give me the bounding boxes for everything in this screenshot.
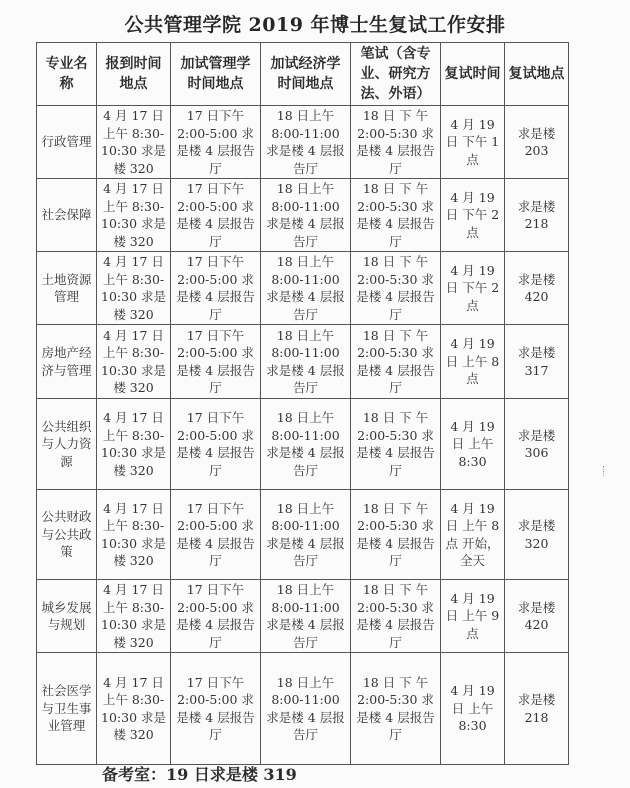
cell-mgmt-exam: 17 日下午 2:00-5:00 求是楼 4 层报告厅 xyxy=(171,106,261,179)
cell-interview-time: 4 月 19 日 上午 8:30 xyxy=(441,653,505,765)
cell-interview-place: 求是楼 203 xyxy=(505,106,569,179)
cell-mgmt-exam: 17 日下午 2:00-5:00 求是楼 4 层报告厅 xyxy=(171,653,261,765)
cell-interview-place: 求是楼 317 xyxy=(505,325,569,399)
cell-interview-place: 求是楼 218 xyxy=(505,179,569,252)
cell-written-exam: 18 日 下 午 2:00-5:30 求是楼 4 层报告厅 xyxy=(351,106,441,179)
cell-mgmt-exam: 17 日下午 2:00-5:00 求是楼 4 层报告厅 xyxy=(171,490,261,580)
cell-checkin: 4 月 17 日上午 8:30-10:30 求是楼 320 xyxy=(97,325,171,399)
cell-written-exam: 18 日 下 午 2:00-5:30 求是楼 4 层报告厅 xyxy=(351,399,441,490)
cell-major: 房地产经济与管理 xyxy=(37,325,97,399)
cell-written-exam: 18 日 下 午 2:00-5:30 求是楼 4 层报告厅 xyxy=(351,252,441,325)
cell-econ-exam: 18 日上午 8:00-11:00 求是楼 4 层报告厅 xyxy=(261,252,351,325)
table-row xyxy=(37,106,569,179)
cell-econ-exam: 18 日上午 8:00-11:00 求是楼 4 层报告厅 xyxy=(261,653,351,765)
cell-interview-time: 4 月 19 日 上午 8 点 xyxy=(441,325,505,399)
header-major: 专业名称 xyxy=(37,43,97,106)
header-checkin: 报到时间地点 xyxy=(97,43,171,106)
table-row xyxy=(37,325,569,399)
cell-mgmt-exam: 17 日下午 2:00-5:00 求是楼 4 层报告厅 xyxy=(171,580,261,653)
cell-interview-time: 4 月 19 日 上午 8 点 开始， 全天 xyxy=(441,490,505,580)
cell-econ-exam: 18 日上午 8:00-11:00 求是楼 4 层报告厅 xyxy=(261,490,351,580)
cell-major: 城乡发展与规划 xyxy=(37,580,97,653)
cell-checkin: 4 月 17 日上午 8:30-10:30 求是楼 320 xyxy=(97,252,171,325)
cell-interview-time: 4 月 19 日 上午 9 点 xyxy=(441,580,505,653)
cell-written-exam: 18 日 下 午 2:00-5:30 求是楼 4 层报告厅 xyxy=(351,653,441,765)
table-row xyxy=(37,653,569,765)
cell-mgmt-exam: 17 日下午 2:00-5:00 求是楼 4 层报告厅 xyxy=(171,399,261,490)
cell-interview-place: 求是楼 218 xyxy=(505,653,569,765)
header-interview-time: 复试时间 xyxy=(441,43,505,106)
cell-interview-place: 求是楼 420 xyxy=(505,252,569,325)
cell-interview-place: 求是楼 320 xyxy=(505,490,569,580)
schedule-table xyxy=(36,42,569,765)
cell-mgmt-exam: 17 日下午 2:00-5:00 求是楼 4 层报告厅 xyxy=(171,252,261,325)
cell-checkin: 4 月 17 日上午 8:30-10:30 求是楼 320 xyxy=(97,580,171,653)
cell-interview-time: 4 月 19 日 上午 8:30 xyxy=(441,399,505,490)
cell-written-exam: 18 日 下 午 2:00-5:30 求是楼 4 层报告厅 xyxy=(351,580,441,653)
cell-checkin: 4 月 17 日上午 8:30-10:30 求是楼 320 xyxy=(97,653,171,765)
header-written-exam: 笔试（含专业、研究方法、外语） xyxy=(351,43,441,106)
cell-written-exam: 18 日 下 午 2:00-5:30 求是楼 4 层报告厅 xyxy=(351,179,441,252)
header-mgmt-exam: 加试管理学时间地点 xyxy=(171,43,261,106)
cell-econ-exam: 18 日上午 8:00-11:00 求是楼 4 层报告厅 xyxy=(261,179,351,252)
table-row xyxy=(37,580,569,653)
cell-interview-place: 求是楼 306 xyxy=(505,399,569,490)
cell-interview-time: 4 月 19 日 下午 1 点 xyxy=(441,106,505,179)
cell-interview-time: 4 月 19 日 下午 2 点 xyxy=(441,179,505,252)
header-econ-exam: 加试经济学时间地点 xyxy=(261,43,351,106)
cell-major: 行政管理 xyxy=(37,106,97,179)
table-row xyxy=(37,490,569,580)
table-row xyxy=(37,179,569,252)
scan-speck xyxy=(603,466,607,476)
cell-major: 土地资源管理 xyxy=(37,252,97,325)
cell-major: 公共组织与人力资源 xyxy=(37,399,97,490)
header-row xyxy=(37,43,569,106)
table-row xyxy=(37,399,569,490)
cell-major: 社会医学与卫生事业管理 xyxy=(37,653,97,765)
cell-econ-exam: 18 日上午 8:00-11:00 求是楼 4 层报告厅 xyxy=(261,106,351,179)
page-title: 公共管理学院 2019 年博士生复试工作安排 xyxy=(124,14,506,36)
cell-interview-time: 4 月 19 日 下午 2 点 xyxy=(441,252,505,325)
cell-interview-place: 求是楼 420 xyxy=(505,580,569,653)
footer-note: 备考室：19 日求是楼 319 xyxy=(102,765,297,784)
cell-econ-exam: 18 日上午 8:00-11:00 求是楼 4 层报告厅 xyxy=(261,580,351,653)
cell-econ-exam: 18 日上午 8:00-11:00 求是楼 4 层报告厅 xyxy=(261,325,351,399)
cell-written-exam: 18 日 下 午 2:00-5:30 求是楼 4 层报告厅 xyxy=(351,490,441,580)
cell-major: 公共财政与公共政策 xyxy=(37,490,97,580)
cell-mgmt-exam: 17 日下午 2:00-5:00 求是楼 4 层报告厅 xyxy=(171,325,261,399)
cell-major: 社会保障 xyxy=(37,179,97,252)
table-row xyxy=(37,252,569,325)
cell-checkin: 4 月 17 日上午 8:30-10:30 求是楼 320 xyxy=(97,399,171,490)
cell-econ-exam: 18 日上午 8:00-11:00 求是楼 4 层报告厅 xyxy=(261,399,351,490)
cell-checkin: 4 月 17 日上午 8:30-10:30 求是楼 320 xyxy=(97,106,171,179)
cell-written-exam: 18 日 下 午 2:00-5:30 求是楼 4 层报告厅 xyxy=(351,325,441,399)
cell-checkin: 4 月 17 日上午 8:30-10:30 求是楼 320 xyxy=(97,179,171,252)
header-interview-place: 复试地点 xyxy=(505,43,569,106)
cell-checkin: 4 月 17 日上午 8:30-10:30 求是楼 320 xyxy=(97,490,171,580)
cell-mgmt-exam: 17 日下午 2:00-5:00 求是楼 4 层报告厅 xyxy=(171,179,261,252)
